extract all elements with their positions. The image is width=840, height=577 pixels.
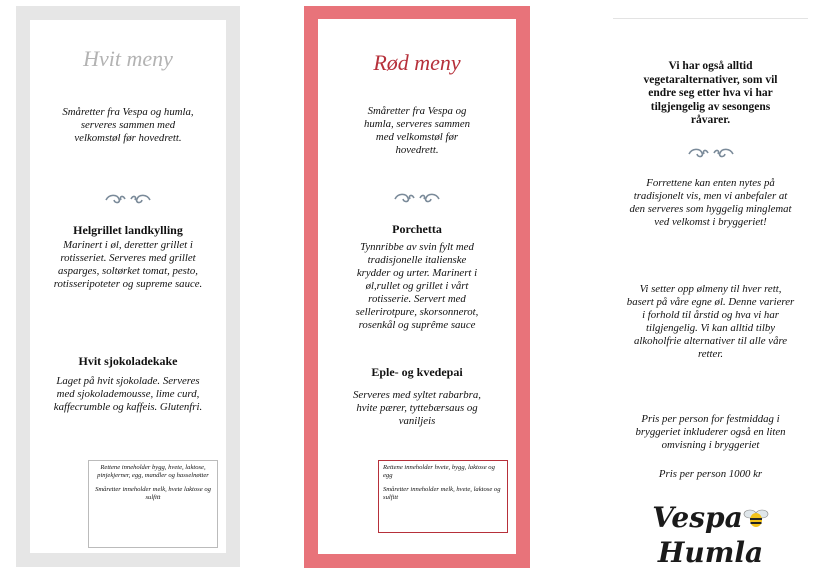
red-menu-intro: Småretter fra Vespa og humla, serveres sammen med velkomstøl før hovedrett. xyxy=(363,105,471,156)
allergen-text-1: Rettene inneholder bygg, hvete, laktose, pinjekjerner, egg, mandler og hasselnøtter xyxy=(97,464,209,480)
vegetarian-heading: Vi har også alltid vegetaralternativer, som vil endre seg etter hva vi har tilgjengelig av sesongens råvarer. xyxy=(643,60,778,126)
logo-text-right: Humla xyxy=(657,536,764,569)
white-menu-allergen-box xyxy=(88,460,218,548)
white-menu-dish1-title: Helgrillet landkylling xyxy=(73,223,183,237)
info-panel xyxy=(597,12,824,569)
allergen-text-2: Småretter inneholder melk, hvete, laktose og sulfitt xyxy=(383,485,501,502)
red-menu-panel xyxy=(304,6,530,568)
red-menu-title: Rød meny xyxy=(373,50,461,75)
white-menu-dish1-desc: Marinert i øl, deretter grillet i rotisseriet. Serveres med grillet asparges, soltørket tomat, pesto, rotisseripoteter og supreme sauce. xyxy=(53,239,203,290)
bee-logo-icon xyxy=(743,503,769,536)
white-menu-dish2-desc: Laget på hvit sjokolade. Serveres med sjokolademousse, lime curd, kaffecrumble og kaffeis. Glutenfri. xyxy=(53,375,203,413)
logo-text-left: Vespa xyxy=(652,501,743,534)
allergen-text-1: Rettene inneholder hvete, bygg, laktose og egg xyxy=(383,464,495,480)
white-menu-title: Hvit meny xyxy=(83,46,173,71)
red-menu-dish1-title: Porchetta xyxy=(392,222,442,236)
allergen-text-2: Småretter inneholder melk, hvete laktose og sulfitt xyxy=(95,485,211,502)
vespa-humla-logo xyxy=(613,501,808,569)
starter-paragraph: Forrettene kan enten nytes på tradisjonelt vis, men vi anbefaler at den serveres som hyggelig minglemat ved velkomst i bryggeriet! xyxy=(629,177,792,228)
info-card xyxy=(613,18,808,569)
white-menu-dish2-title: Hvit sjokoladekake xyxy=(78,354,178,368)
flourish-ornament-icon xyxy=(318,191,516,207)
white-menu-panel xyxy=(16,6,240,567)
red-menu-allergen-box xyxy=(378,460,508,533)
red-menu-dish2-desc: Serveres med syltet rabarbra, hvite pærer, tyttebærsaus og vaniljeis xyxy=(353,389,481,427)
white-menu-intro: Småretter fra Vespa og humla, serveres sammen med velkomstøl før hovedrett. xyxy=(62,106,194,144)
red-menu-dish2-title: Eple- og kvedepai xyxy=(371,365,463,379)
red-menu-card xyxy=(318,19,516,554)
white-menu-card xyxy=(30,20,226,553)
red-menu-dish1-desc: Tynnribbe av svin fylt med tradisjonelle italienske krydder og urter. Marinert i øl,rullet og grillet i vårt rotisserie. Servert med sellerirotpure, skorsonnerot, rosenkål og suprême sauce xyxy=(355,241,479,331)
flourish-ornament-icon xyxy=(613,146,808,162)
price-info-paragraph: Pris per person for festmiddag i bryggeriet inkluderer også en liten omvisning i bryggeriet xyxy=(635,413,786,451)
price-text: Pris per person 1000 kr xyxy=(658,468,763,480)
flourish-ornament-icon xyxy=(30,192,226,208)
beer-menu-paragraph: Vi setter opp ølmeny til hver rett, basert på våre egne øl. Denne varierer i forhold til årstid og hva vi har tilgjengelig. Vi kan alltid tilby alkoholfrie alternativer til alle våre retter. xyxy=(626,283,795,360)
